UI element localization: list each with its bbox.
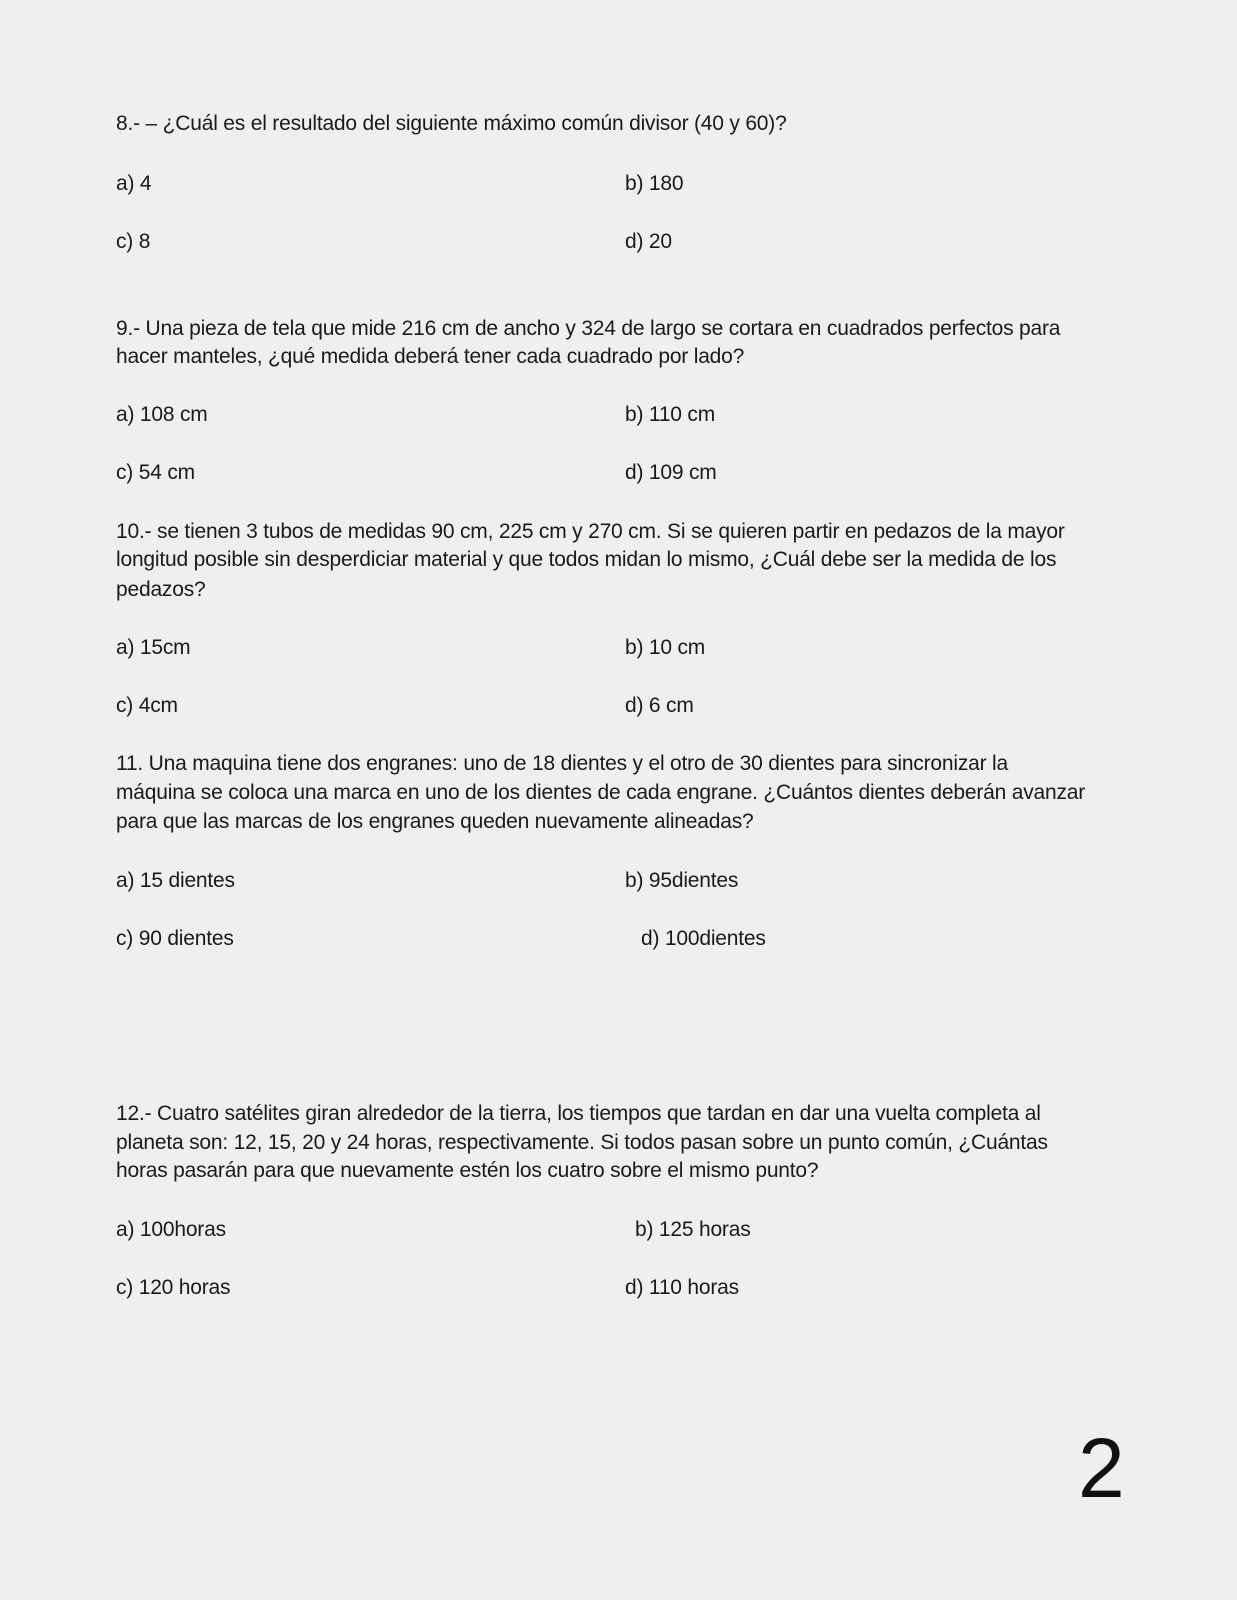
question-text: 12.- Cuatro satélites giran alrededor de la tierra, los tiempos que tardan en dar una vuelta completa al [116, 1102, 1041, 1125]
question-text: máquina se coloca una marca en uno de los dientes de cada engrane. ¿Cuántos dientes deberán avanzar [116, 781, 1086, 804]
option-d: d) 20 [625, 230, 672, 253]
option-c: c) 120 horas [116, 1276, 231, 1299]
option-c: c) 54 cm [116, 461, 195, 484]
option-d: d) 110 horas [625, 1276, 739, 1299]
question-text: 9.- Una pieza de tela que mide 216 cm de ancho y 324 de largo se cortara en cuadrados perfectos para [116, 317, 1061, 340]
option-d: d) 6 cm [625, 694, 694, 717]
question-text: horas pasarán para que nuevamente estén los cuatro sobre el mismo punto? [116, 1159, 819, 1182]
option-c: c) 90 dientes [116, 927, 234, 950]
question-text: hacer manteles, ¿qué medida deberá tener cada cuadrado por lado? [116, 345, 745, 368]
question-text: pedazos? [116, 578, 206, 601]
option-a: a) 100horas [116, 1218, 226, 1241]
option-d: d) 109 cm [625, 461, 717, 484]
option-a: a) 108 cm [116, 403, 208, 426]
option-a: a) 15cm [116, 636, 191, 659]
question-text: planeta son: 12, 15, 20 y 24 horas, respectivamente. Si todos pasan sobre un punto común, ¿Cuántas [116, 1131, 1048, 1154]
option-d: d) 100dientes [641, 927, 766, 950]
option-b: b) 10 cm [625, 636, 706, 659]
question-text: longitud posible sin desperdiciar material y que todos midan lo mismo, ¿Cuál debe ser la medida de los [116, 548, 1057, 571]
option-a: a) 15 dientes [116, 869, 235, 892]
option-b: b) 125 horas [635, 1218, 751, 1241]
question-text: para que las marcas de los engranes queden nuevamente alineadas? [116, 810, 754, 833]
option-a: a) 4 [116, 172, 152, 195]
option-b: b) 180 [625, 172, 684, 195]
option-b: b) 110 cm [625, 403, 716, 426]
option-c: c) 8 [116, 230, 151, 253]
page-number: 2 [1078, 1421, 1125, 1515]
question-text: 8.- – ¿Cuál es el resultado del siguiente máximo común divisor (40 y 60)? [116, 112, 787, 135]
question-text: 10.- se tienen 3 tubos de medidas 90 cm, 225 cm y 270 cm. Si se quieren partir en pedazos de la mayor [116, 520, 1065, 543]
option-c: c) 4cm [116, 694, 178, 717]
option-b: b) 95dientes [625, 869, 739, 892]
question-text: 11. Una maquina tiene dos engranes: uno de 18 dientes y el otro de 30 dientes para sincronizar la [116, 752, 1008, 775]
